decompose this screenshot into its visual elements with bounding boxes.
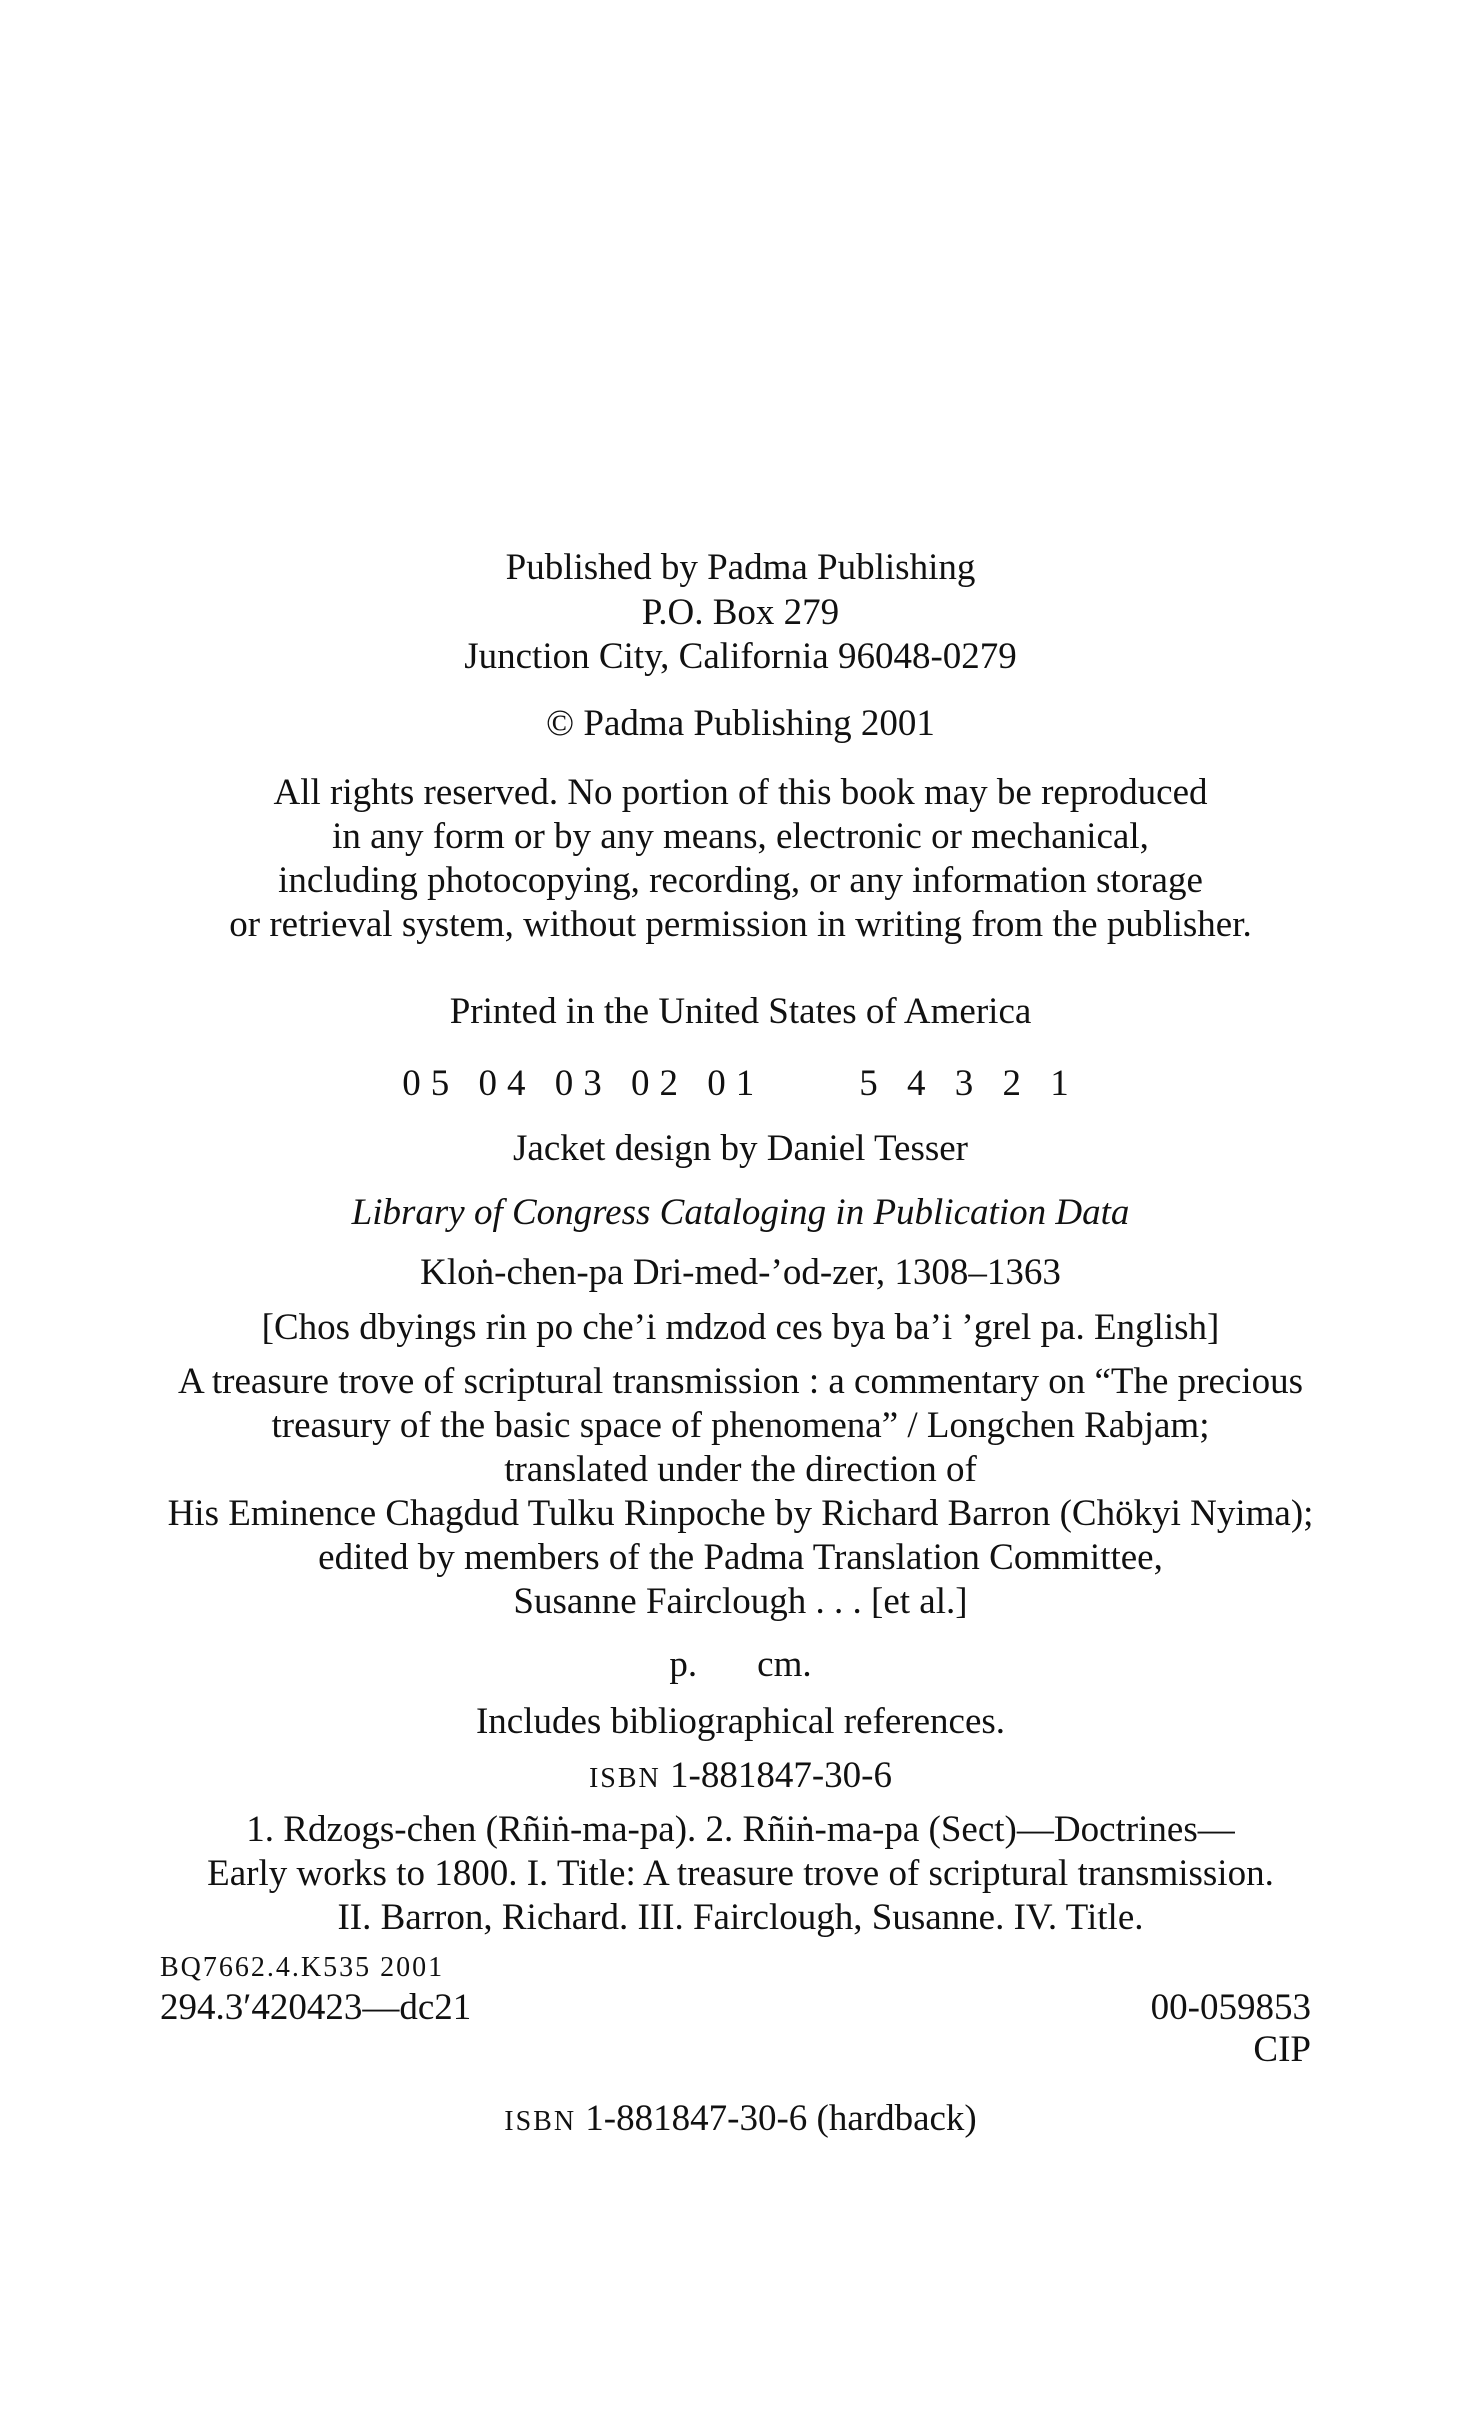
cip-isbn — [0, 1754, 1481, 1801]
cip-collation — [0, 1643, 1481, 1687]
cip-isbn-value: 1-881847-30-6 — [670, 1755, 892, 1796]
published-by: Published by Padma Publishing — [505, 547, 976, 588]
po-box: P.O. Box 279 — [641, 592, 840, 633]
cip-title-line-2: treasury of the basic space of phenomena” / Longchen Rabjam; — [271, 1405, 1210, 1446]
cip-isbn-label: ISBN — [588, 1763, 661, 1794]
hardback-isbn-value: 1-881847-30-6 (hardback) — [585, 2098, 977, 2139]
printed-in: Printed in the United States of America — [449, 991, 1032, 1032]
rights-line-1: All rights reserved. No portion of this book may be reproduced — [273, 772, 1208, 813]
cip-title-line-1: A treasure trove of scriptural transmission : a commentary on “The precious — [177, 1361, 1304, 1402]
printing-line — [0, 1062, 1481, 1106]
cip-title-line-5: edited by members of the Padma Translation Committee, — [318, 1537, 1163, 1578]
rights-line-2: in any form or by any means, electronic or mechanical, — [332, 816, 1149, 857]
publisher-city: Junction City, California 96048-0279 — [464, 636, 1017, 677]
hardback-isbn-label: ISBN — [504, 2106, 577, 2137]
cip-title-line-6: Susanne Fairclough . . . [et al.] — [513, 1581, 968, 1622]
hardback-isbn — [0, 2097, 1481, 2144]
cip-subjects-line-2: Early works to 1800. I. Title: A treasure trove of scriptural transmission. — [207, 1853, 1274, 1894]
cip-dewey: 294.3′420423—dc21 — [160, 1987, 472, 2028]
cip-heading: Library of Congress Cataloging in Publication Data — [351, 1192, 1130, 1233]
cip-notes: Includes bibliographical references. — [475, 1701, 1006, 1742]
copyright-notice: © Padma Publishing 2001 — [546, 703, 935, 744]
cip-mark: CIP — [1253, 2029, 1311, 2070]
cip-author: Kloṅ-chen-pa Dri-med-’od-zer, 1308–1363 — [420, 1252, 1061, 1293]
rights-line-4: or retrieval system, without permission in writing from the publisher. — [229, 904, 1252, 945]
rights-line-3: including photocopying, recording, or any information storage — [278, 860, 1203, 901]
collation-pages: p. — [669, 1644, 698, 1685]
cip-subjects-line-1: 1. Rdzogs-chen (Rñiṅ-ma-pa). 2. Rñiṅ-ma-pa (Sect)—Doctrines— — [246, 1809, 1235, 1850]
cip-lccn: 00-059853 — [1150, 1987, 1311, 2028]
jacket-credit: Jacket design by Daniel Tesser — [513, 1128, 968, 1169]
cip-subjects-line-3: II. Barron, Richard. III. Fairclough, Susanne. IV. Title. — [337, 1897, 1144, 1938]
cip-title-line-4: His Eminence Chagdud Tulku Rinpoche by Richard Barron (Chökyi Nyima); — [167, 1493, 1314, 1534]
printing-numbers: 5 4 3 2 1 — [859, 1063, 1079, 1104]
cip-uniform-title: [Chos dbyings rin po che’i mdzod ces bya ba’i ’grel pa. English] — [261, 1307, 1220, 1348]
collation-size: cm. — [757, 1644, 812, 1685]
cip-lc-class: BQ7662.4.K535 2001 — [160, 1952, 445, 1983]
printing-years: 05 04 03 02 01 — [402, 1063, 765, 1104]
cip-title-line-3: translated under the direction of — [504, 1449, 977, 1490]
